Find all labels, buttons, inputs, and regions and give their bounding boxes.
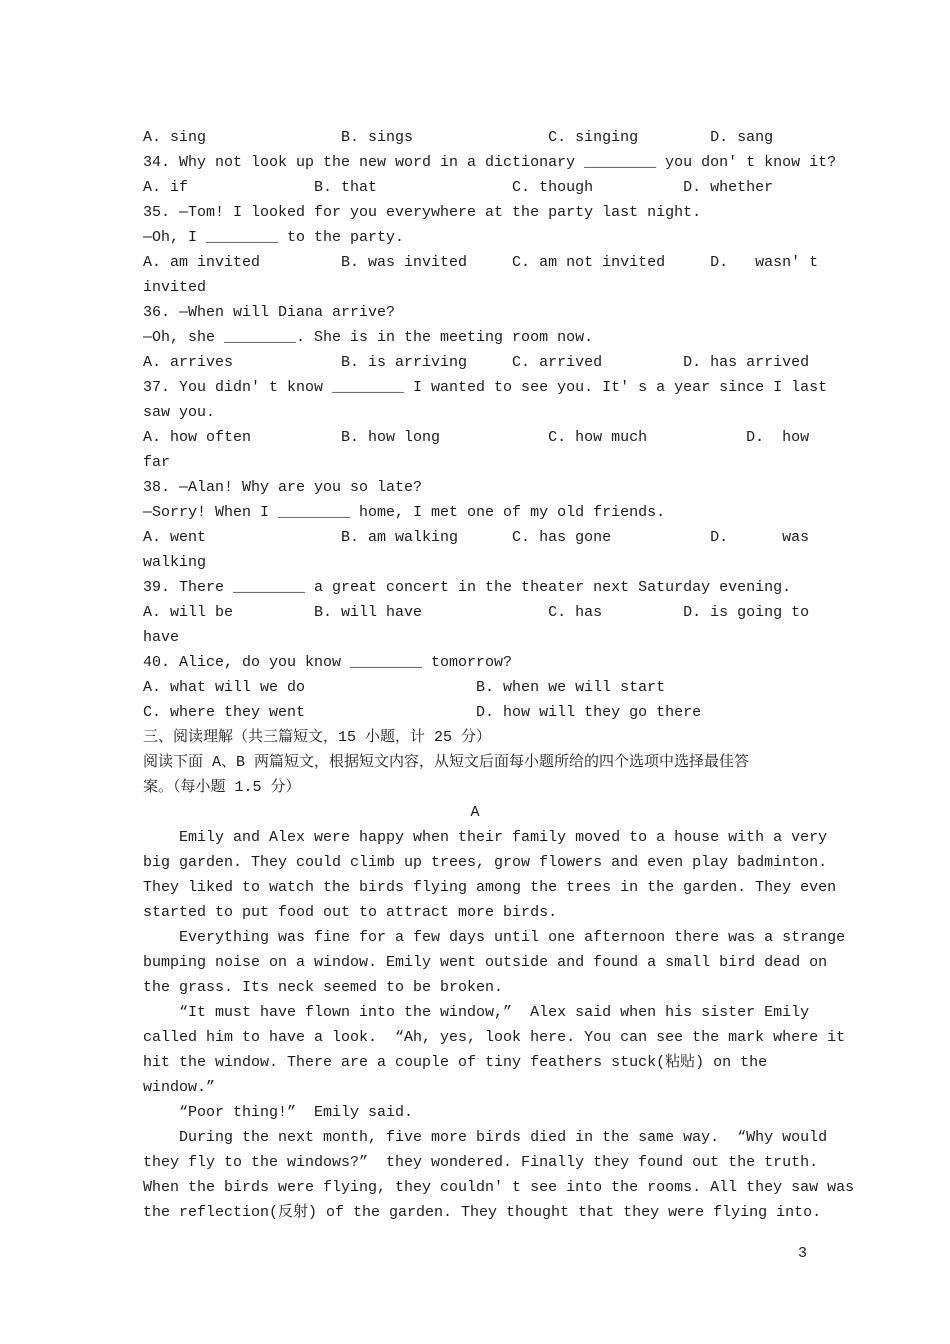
options-line-q39: A. will be B. will have C. has D. is going to (143, 604, 810, 621)
question-line-36-cont: —Oh, she ________. She is in the meeting room now. (143, 329, 594, 346)
instructions-line: 阅读下面 A、B 两篇短文，根据短文内容，从短文后面每小题所给的四个选项中选择最佳答 (143, 754, 750, 771)
page-number: 3 (797, 1245, 807, 1262)
passage-line: they fly to the windows?” they wondered. Finally they found out the truth. (143, 1154, 819, 1171)
options-line-q37: A. how often B. how long C. how much D. how (143, 429, 810, 446)
passage-line: “Poor thing!” Emily said. (143, 1104, 414, 1121)
passage-line: They liked to watch the birds flying among the trees in the garden. They even (143, 879, 837, 896)
passage-line: the grass. Its neck seemed to be broken. (143, 979, 504, 996)
passage-line: the reflection(反射) of the garden. They thought that they were flying into. (143, 1204, 822, 1221)
passage-line: During the next month, five more birds died in the same way. “Why would (143, 1129, 828, 1146)
passage-line: hit the window. There are a couple of tiny feathers stuck(粘贴) on the (143, 1054, 768, 1071)
question-line-39: 39. There ________ a great concert in the theater next Saturday evening. (143, 579, 792, 596)
options-line-q35: A. am invited B. was invited C. am not invited D. wasn' t (143, 254, 819, 271)
passage-line: called him to have a look. “Ah, yes, look here. You can see the mark where it (143, 1029, 846, 1046)
question-line-38-cont: —Sorry! When I ________ home, I met one of my old friends. (143, 504, 666, 521)
options-line-q37-cont: far (143, 454, 171, 471)
options-line-q38: A. went B. am walking C. has gone D. was (143, 529, 810, 546)
passage-title: A (470, 804, 480, 821)
instructions-line-cont: 案。（每小题 1.5 分） (143, 779, 301, 796)
question-line-35: 35. —Tom! I looked for you everywhere at the party last night. (143, 204, 702, 221)
passage-line: big garden. They could climb up trees, grow flowers and even play badminton. (143, 854, 828, 871)
section-heading: 三、阅读理解（共三篇短文，15 小题，计 25 分） (143, 729, 492, 746)
passage-line: window.” (143, 1079, 216, 1096)
passage-line: Everything was fine for a few days until one afternoon there was a strange (143, 929, 846, 946)
question-line-37-cont: saw you. (143, 404, 216, 421)
question-line-36: 36. —When will Diana arrive? (143, 304, 396, 321)
options-line-q39-cont: have (143, 629, 180, 646)
options-line-q36: A. arrives B. is arriving C. arrived D. has arrived (143, 354, 810, 371)
question-line-35-cont: —Oh, I ________ to the party. (143, 229, 405, 246)
passage-line: When the birds were flying, they couldn' t see into the rooms. All they saw was (143, 1179, 855, 1196)
options-line-q38-cont: walking (143, 554, 207, 571)
document-content (143, 125, 855, 1225)
options-line-q34: A. if B. that C. though D. whether (143, 179, 774, 196)
question-line-37: 37. You didn' t know ________ I wanted to see you. It' s a year since I last (143, 379, 828, 396)
question-line-38: 38. —Alan! Why are you so late? (143, 479, 423, 496)
options-line-q40-cd: C. where they went D. how will they go there (143, 704, 702, 721)
passage-line: started to put food out to attract more birds. (143, 904, 558, 921)
passage-line: bumping noise on a window. Emily went outside and found a small bird dead on (143, 954, 828, 971)
passage-line: “It must have flown into the window,” Alex said when his sister Emily (143, 1004, 810, 1021)
passage-line: Emily and Alex were happy when their family moved to a house with a very (143, 829, 828, 846)
question-line-40: 40. Alice, do you know ________ tomorrow? (143, 654, 513, 671)
options-line-q40-ab: A. what will we do B. when we will start (143, 679, 666, 696)
question-line-34: 34. Why not look up the new word in a dictionary ________ you don' t know it? (143, 154, 837, 171)
options-line-q33: A. sing B. sings C. singing D. sang (143, 129, 774, 146)
options-line-q35-cont: invited (143, 279, 207, 296)
